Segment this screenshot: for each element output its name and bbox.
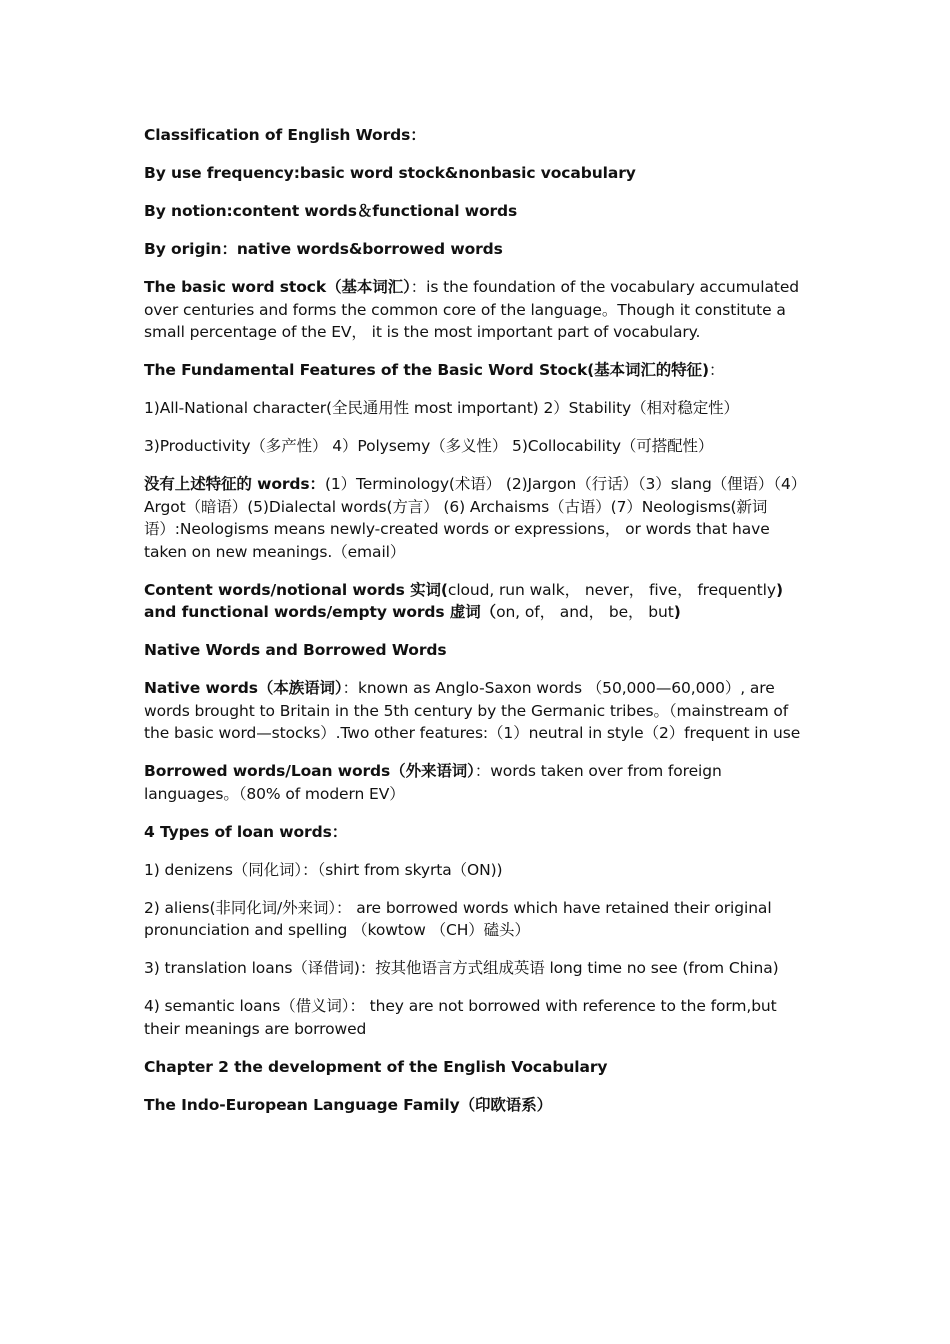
paragraph-non-basic-words: [144, 473, 808, 563]
paragraph-fundamental-features: [144, 359, 808, 382]
heading-text: By notion:content words＆functional words: [144, 202, 518, 220]
paragraph-borrowed-words: [144, 760, 808, 805]
term-label: ) and functional words/empty words 虚词（: [144, 580, 783, 621]
body-text: ：words taken over from foreign languages。（80% of modern EV）: [144, 762, 722, 803]
body-text: ：known as Anglo-Saxon words （50,000—60,000）, are words brought to Britain in the 5th century by the Germanic tribes。（mainstream of the basic word—stocks）.Two other features:（1）neutral in style（2）frequent in use: [144, 679, 801, 742]
paragraph-indo-european-heading: [144, 1094, 808, 1117]
heading-text: 4 Types of loan words：: [144, 822, 348, 841]
paragraph-classification-heading: [144, 124, 808, 147]
paragraph-chapter-2-heading: [144, 1056, 808, 1079]
heading-text: Classification of English Words：: [144, 126, 426, 144]
body-text: on, of， and， be， but: [496, 603, 674, 621]
paragraph-by-origin: [144, 238, 808, 261]
body-text: ：: [708, 361, 725, 379]
term-label: The Fundamental Features of the Basic Word Stock(基本词汇的特征): [144, 361, 709, 379]
paragraph-native-words: [144, 677, 808, 745]
paragraph-features-list-1: [144, 397, 808, 420]
paragraph-by-notion: [144, 200, 808, 223]
document-page: [144, 124, 808, 1132]
paragraph-basic-word-stock: [144, 276, 808, 344]
heading-text: By origin：native words&borrowed words: [144, 240, 503, 258]
term-label: ): [673, 603, 681, 621]
paragraph-native-borrowed-heading: [144, 639, 808, 662]
heading-text: Native Words and Borrowed Words: [144, 641, 447, 659]
body-text: 2) aliens(非同化词/外来词）： are borrowed words which have retained their original pronunciation and spelling （kowtow （CH）磕头）: [144, 898, 772, 939]
term-label: 没有上述特征的 words：: [144, 475, 325, 493]
paragraph-aliens: [144, 897, 808, 942]
heading-text: By use frequency:basic word stock&nonbasic vocabulary: [144, 164, 636, 182]
paragraph-content-functional-words: [144, 579, 808, 624]
heading-text: The Indo-European Language Family（印欧语系）: [144, 1095, 552, 1114]
body-text: cloud, run walk， never， five， frequently: [447, 580, 776, 599]
paragraph-features-list-2: [144, 435, 808, 458]
body-text: 1)All-National character(全民通用性 most important) 2）Stability（相对稳定性）: [144, 399, 739, 417]
body-text: 3)Productivity（多产性） 4）Polysemy（多义性） 5)Collocability（可搭配性）: [144, 437, 714, 455]
term-label: Native words（本族语词）: [144, 679, 343, 697]
paragraph-semantic-loans: [144, 995, 808, 1040]
paragraph-denizens: [144, 859, 808, 882]
body-text: 3) translation loans（译借词)：按其他语言方式组成英语 long time no see (from China): [144, 959, 779, 977]
term-label: Content words/notional words 实词(: [144, 580, 448, 599]
term-label: Borrowed words/Loan words（外来语词）: [144, 762, 475, 780]
body-text: 1) denizens（同化词）：（shirt from skyrta（ON)): [144, 860, 503, 879]
paragraph-by-use-frequency: [144, 162, 808, 185]
body-text: 4) semantic loans（借义词）： they are not borrowed with reference to the form,but their meanings are borrowed: [144, 997, 777, 1038]
heading-text: Chapter 2 the development of the English Vocabulary: [144, 1057, 608, 1076]
term-label: The basic word stock（基本词汇）: [144, 278, 411, 296]
paragraph-loan-types-heading: [144, 821, 808, 844]
paragraph-translation-loans: [144, 957, 808, 980]
body-text: ：is the foundation of the vocabulary accumulated over centuries and forms the common core of the language。Though it constitute a small percentage of the EV， it is the most important part of vocabulary.: [144, 278, 800, 341]
body-text: (1）Terminology(术语） (2)Jargon（行话）（3）slang（俚语）（4）Argot（暗语）(5)Dialectal words(方言） (6) Archaisms（古语）(7）Neologisms(新词语）:Neologisms means newly-created words or expressions， or words that have taken on new meanings.（email）: [144, 475, 807, 561]
